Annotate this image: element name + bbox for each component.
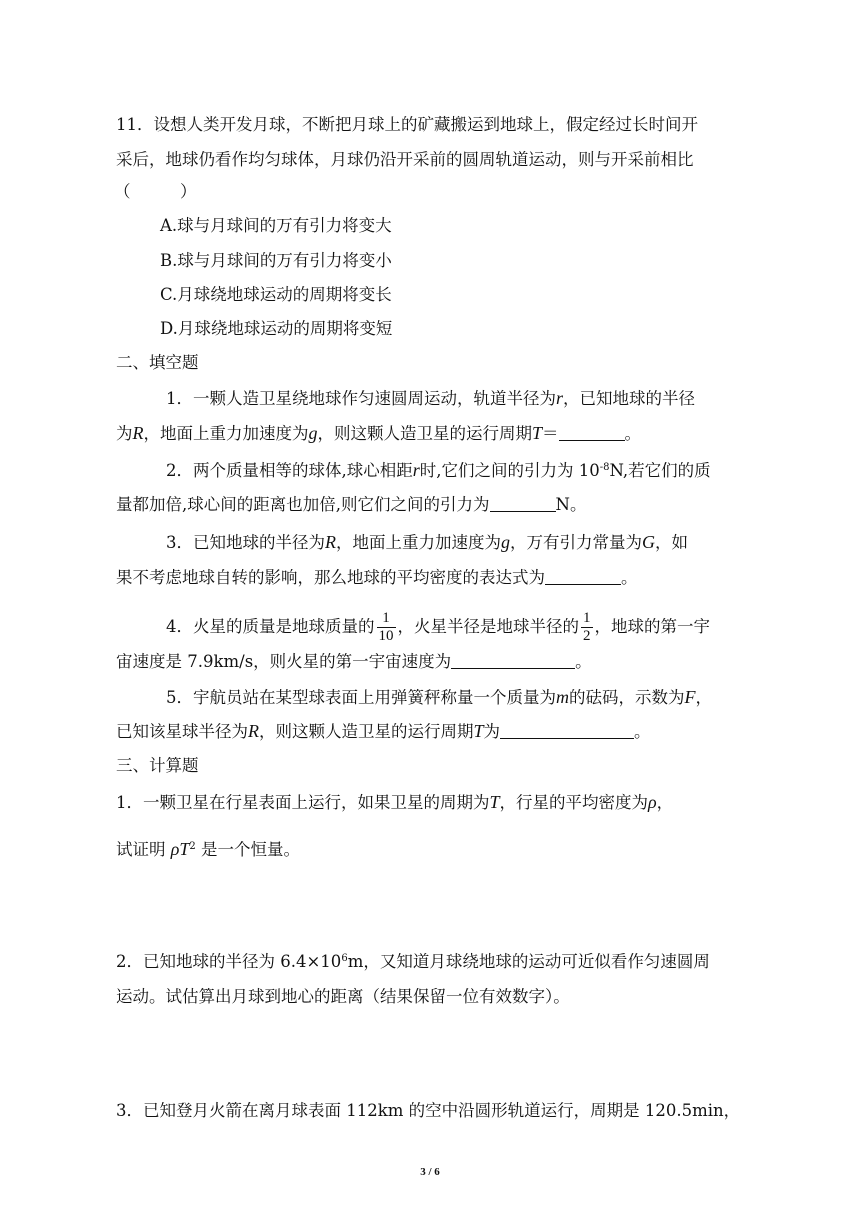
text: 的砝码，示数为 [569,688,685,707]
q11-option-b: B.球与月球间的万有引力将变小 [160,251,392,270]
q11-answer-paren: （ ） [114,182,197,201]
math-m: m [556,687,569,707]
text: 5．宇航员站在某型球表面上用弹簧秤称量一个质量为 [166,688,556,707]
answer-blank [559,424,625,441]
fill-4-line-2 [0,651,860,673]
text: ，行星的平均密度为 [499,793,649,812]
text: m，又知道月球绕地球的运动可近似看作匀速圆周 [347,952,710,971]
text: ，则这颗人造卫星的运行周期 [259,722,474,741]
text: 。 [624,424,642,443]
math-R: R [132,423,144,443]
text: ， [695,688,712,707]
text: N。 [555,495,587,514]
text: 。 [575,652,592,671]
calc-2-line-2: 运动。试估算出月球到地心的距离（结果保留一位有效数字）。 [116,987,570,1006]
fill-1-line-2 [0,422,860,445]
exponent: 2 [189,841,196,852]
math-rho-t: ρT [170,839,190,859]
text: 时,它们之间的引力为 10 [419,461,600,480]
exponent: 6 [341,953,348,964]
text: 为 [483,722,501,741]
exponent: -8 [599,462,610,473]
text: 。 [634,722,651,741]
fill-3-line-1 [0,531,860,554]
math-F: F [684,687,696,707]
numerator: 1 [377,610,396,628]
q11-option-d: D.月球绕地球运动的周期将变短 [160,319,393,338]
calc-1-line-1 [0,791,860,814]
math-g: g [501,532,510,552]
q11-line-1: 11．设想人类开发月球，不断把月球上的矿藏搬运到地球上，假定经过长时间开 [116,115,698,134]
math-r: r [412,460,420,480]
text: 是一个恒量。 [201,840,301,859]
text: ，地面上重力加速度为 [336,533,501,552]
math-T: T [489,792,500,812]
answer-blank [500,722,634,739]
math-g: g [308,423,318,443]
fill-5-line-2 [0,720,860,743]
math-R: R [325,532,336,552]
text: 1．一颗人造卫星绕地球作匀速圆周运动，轨道半径为 [166,389,556,408]
text: 。 [621,568,638,587]
math-R: R [248,721,259,741]
text: ，如 [655,533,688,552]
text: 果不考虑地球自转的影响，那么地球的平均密度的表达式为 [116,568,545,587]
text: ，则这颗人造卫星的运行周期 [317,424,532,443]
text: ，万有引力常量为 [510,533,642,552]
fill-2-line-2 [0,494,860,516]
text: 2．两个质量相等的球体,球心相距 [166,461,413,480]
text: 3．已知地球的半径为 [166,533,325,552]
fraction-one-half [581,610,593,645]
fill-3-line-2 [0,567,860,589]
answer-blank [451,652,575,669]
text: ，地球的第一宇 [594,617,710,636]
text: 量都加倍,球心间的距离也加倍,则它们之间的引力为 [116,495,490,514]
text: ，地面上重力加速度为 [143,424,309,443]
fill-4-line-1 [0,610,860,645]
text: 4．火星的质量是地球质量的 [166,617,375,636]
calc-3-line-1: 3．已知登月火箭在离月球表面 112km 的空中沿圆形轨道运行，周期是 120.5min， [116,1101,741,1120]
q11-option-a: A.球与月球间的万有引力将变大 [160,216,392,235]
text: N,若它们的质 [609,461,711,480]
section-heading-calculation: 三、计算题 [116,756,199,775]
math-r: r [556,388,564,408]
fill-2-line-1 [0,459,860,482]
text: 2．已知地球的半径为 6.4×10 [116,952,342,971]
math-T: T [532,423,543,443]
denominator: 2 [583,628,591,644]
text: ， [656,793,674,812]
text: 1．一颗卫星在行星表面上运行，如果卫星的周期为 [116,793,490,812]
answer-blank [490,495,556,512]
text: 宙速度是 7.9km/s，则火星的第一宇宙速度为 [116,652,452,671]
text: ＝ [542,424,559,443]
answer-blank [545,568,621,585]
fill-1-line-1 [0,387,860,410]
calc-1-line-2 [0,838,860,861]
math-T: T [473,721,484,741]
text: 试证明 [116,840,166,859]
text: 为 [116,424,133,443]
q11-line-2: 采后，地球仍看作均匀球体，月球仍沿开采前的圆周轨道运动，则与开采前相比 [116,150,694,169]
numerator: 1 [583,610,591,626]
section-heading-fill-in: 二、填空题 [116,353,199,372]
math-rho: ρ [648,792,657,812]
denominator: 10 [378,628,394,644]
page-number: 3 / 6 [420,1166,440,1178]
text: ，已知地球的半径 [563,389,696,408]
calc-2-line-1 [0,951,860,973]
text: ，火星半径是地球半径的 [397,617,579,636]
fill-5-line-1 [0,686,860,709]
q11-option-c: C.月球绕地球运动的周期将变长 [160,285,392,304]
text: 已知该星球半径为 [116,722,248,741]
math-G: G [642,532,655,552]
fraction-one-tenth [377,610,396,645]
